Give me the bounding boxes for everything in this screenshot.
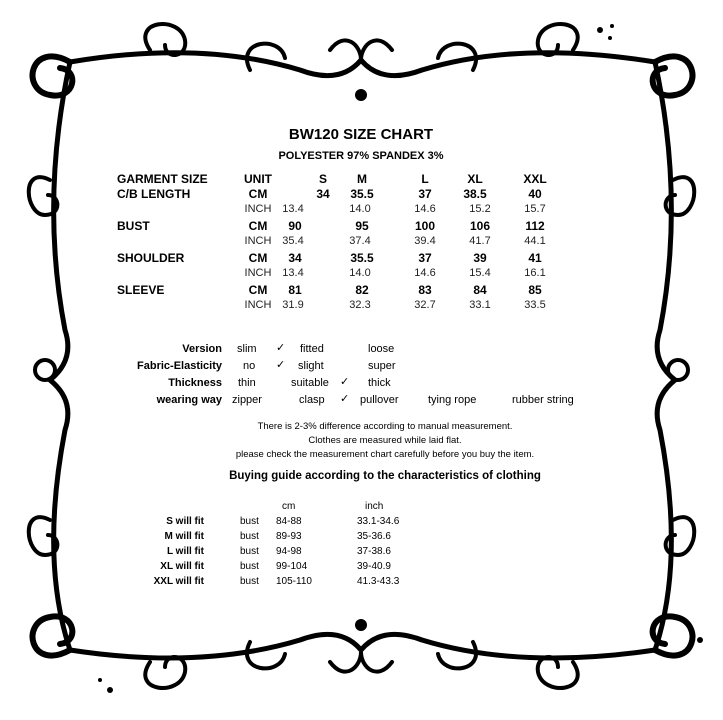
cell-value: 81 bbox=[288, 283, 302, 297]
attr-option: tying rope bbox=[428, 394, 477, 406]
cell-value: 13.4 bbox=[282, 267, 304, 279]
cell-value: 39.4 bbox=[414, 235, 436, 247]
attr-label-thickness: Thickness bbox=[168, 377, 222, 389]
chart-title: BW120 SIZE CHART bbox=[288, 126, 434, 143]
cell-unit: INCH bbox=[244, 235, 272, 247]
cell-value: 32.3 bbox=[349, 299, 371, 311]
cell-value: 112 bbox=[525, 219, 545, 233]
cell-value: 84 bbox=[473, 283, 487, 297]
check-icon: ✓ bbox=[340, 393, 350, 405]
cell-value: 34 bbox=[316, 187, 330, 201]
check-icon: ✓ bbox=[276, 342, 286, 354]
cell-value: 38.5 bbox=[463, 187, 487, 201]
table-header-garment-size: GARMENT SIZE bbox=[117, 172, 208, 186]
check-icon: ✓ bbox=[276, 359, 286, 371]
cell-value: 14.6 bbox=[414, 203, 436, 215]
row-label-sleeve: SLEEVE bbox=[117, 283, 165, 297]
note-line: please check the measurement chart carefully before you buy the item. bbox=[235, 449, 535, 460]
row-label-bust: BUST bbox=[117, 219, 150, 233]
guide-cm: 89-93 bbox=[276, 531, 302, 542]
guide-header-cm: cm bbox=[282, 501, 296, 512]
cell-value: 34 bbox=[288, 251, 302, 265]
cell-value: 33.1 bbox=[469, 299, 491, 311]
attr-option: no bbox=[243, 360, 256, 372]
attr-option: slim bbox=[237, 343, 257, 355]
attr-option: pullover bbox=[360, 394, 399, 406]
cell-value: 41 bbox=[528, 251, 542, 265]
cell-value: 13.4 bbox=[282, 203, 304, 215]
attr-option: rubber string bbox=[512, 394, 574, 406]
row-label-shoulder: SHOULDER bbox=[117, 251, 185, 265]
guide-inch: 39-40.9 bbox=[357, 561, 391, 572]
cell-value: 35.5 bbox=[350, 187, 374, 201]
cell-value: 33.5 bbox=[524, 299, 546, 311]
cell-value: 100 bbox=[414, 219, 436, 233]
guide-size: L will fit bbox=[166, 546, 204, 557]
cell-value: 32.7 bbox=[414, 299, 436, 311]
cell-value: 41.7 bbox=[469, 235, 491, 247]
guide-cm: 94-98 bbox=[276, 546, 302, 557]
attr-option: suitable bbox=[291, 377, 329, 389]
cell-value: 40 bbox=[528, 187, 542, 201]
guide-part: bust bbox=[240, 531, 259, 542]
guide-part: bust bbox=[240, 546, 259, 557]
cell-value: 37 bbox=[418, 251, 432, 265]
cell-unit: INCH bbox=[244, 203, 272, 215]
attr-option: clasp bbox=[299, 394, 325, 406]
cell-unit: CM bbox=[248, 251, 268, 265]
guide-size: M will fit bbox=[164, 531, 204, 542]
attr-option: thin bbox=[238, 377, 256, 389]
check-icon: ✓ bbox=[340, 376, 350, 388]
note-line: Clothes are measured while laid flat. bbox=[308, 435, 462, 446]
guide-size: XXL will fit bbox=[153, 576, 204, 587]
attr-label-wearing-way: wearing way bbox=[156, 394, 222, 406]
cell-value: 82 bbox=[355, 283, 369, 297]
guide-header-inch: inch bbox=[365, 501, 384, 512]
material-label: POLYESTER 97% SPANDEX 3% bbox=[278, 150, 444, 162]
cell-unit: INCH bbox=[244, 267, 272, 279]
cell-value: 95 bbox=[355, 219, 369, 233]
cell-value: 14.6 bbox=[414, 267, 436, 279]
attr-option: loose bbox=[368, 343, 395, 355]
table-header-xl: XL bbox=[467, 172, 483, 186]
cell-value: 14.0 bbox=[349, 267, 371, 279]
table-header-m: M bbox=[357, 172, 367, 186]
cell-value: 85 bbox=[528, 283, 542, 297]
guide-inch: 41.3-43.3 bbox=[357, 576, 400, 587]
guide-part: bust bbox=[240, 576, 259, 587]
guide-inch: 33.1-34.6 bbox=[357, 516, 400, 527]
guide-cm: 105-110 bbox=[276, 576, 312, 587]
attr-option: zipper bbox=[232, 394, 262, 406]
guide-size: XL will fit bbox=[160, 561, 204, 572]
note-line: There is 2-3% difference according to manual measurement. bbox=[257, 421, 513, 432]
attr-option: thick bbox=[368, 377, 391, 389]
cell-value: 15.2 bbox=[469, 203, 491, 215]
cell-value: 35.4 bbox=[282, 235, 304, 247]
cell-value: 31.9 bbox=[282, 299, 304, 311]
cell-value: 83 bbox=[418, 283, 432, 297]
row-label-cb-length: C/B LENGTH bbox=[117, 187, 191, 201]
guide-cm: 84-88 bbox=[276, 516, 302, 527]
table-header-s: S bbox=[318, 172, 327, 186]
guide-part: bust bbox=[240, 516, 259, 527]
cell-value: 16.1 bbox=[524, 267, 546, 279]
cell-value: 90 bbox=[288, 219, 302, 233]
attr-label-version: Version bbox=[182, 343, 222, 355]
cell-unit: CM bbox=[248, 187, 268, 201]
attr-option: slight bbox=[298, 360, 324, 372]
cell-value: 37 bbox=[418, 187, 432, 201]
table-header-xxl: XXL bbox=[523, 172, 547, 186]
cell-value: 39 bbox=[473, 251, 487, 265]
guide-part: bust bbox=[240, 561, 259, 572]
cell-value: 14.0 bbox=[349, 203, 371, 215]
guide-title: Buying guide according to the characteristics of clothing bbox=[229, 470, 541, 482]
guide-cm: 99-104 bbox=[276, 561, 308, 572]
cell-value: 37.4 bbox=[349, 235, 371, 247]
cell-value: 106 bbox=[469, 219, 491, 233]
attr-option: fitted bbox=[300, 343, 324, 355]
guide-inch: 35-36.6 bbox=[357, 531, 391, 542]
cell-value: 44.1 bbox=[524, 235, 546, 247]
cell-unit: INCH bbox=[244, 299, 272, 311]
guide-inch: 37-38.6 bbox=[357, 546, 391, 557]
table-header-l: L bbox=[421, 172, 429, 186]
table-header-unit: UNIT bbox=[244, 172, 272, 186]
cell-value: 15.7 bbox=[524, 203, 546, 215]
attr-option: super bbox=[368, 360, 396, 372]
cell-value: 15.4 bbox=[469, 267, 491, 279]
attr-label-fabric-elasticity: Fabric-Elasticity bbox=[137, 360, 222, 372]
cell-unit: CM bbox=[248, 283, 268, 297]
guide-size: S will fit bbox=[166, 516, 204, 527]
cell-value: 35.5 bbox=[350, 251, 374, 265]
cell-unit: CM bbox=[248, 219, 268, 233]
